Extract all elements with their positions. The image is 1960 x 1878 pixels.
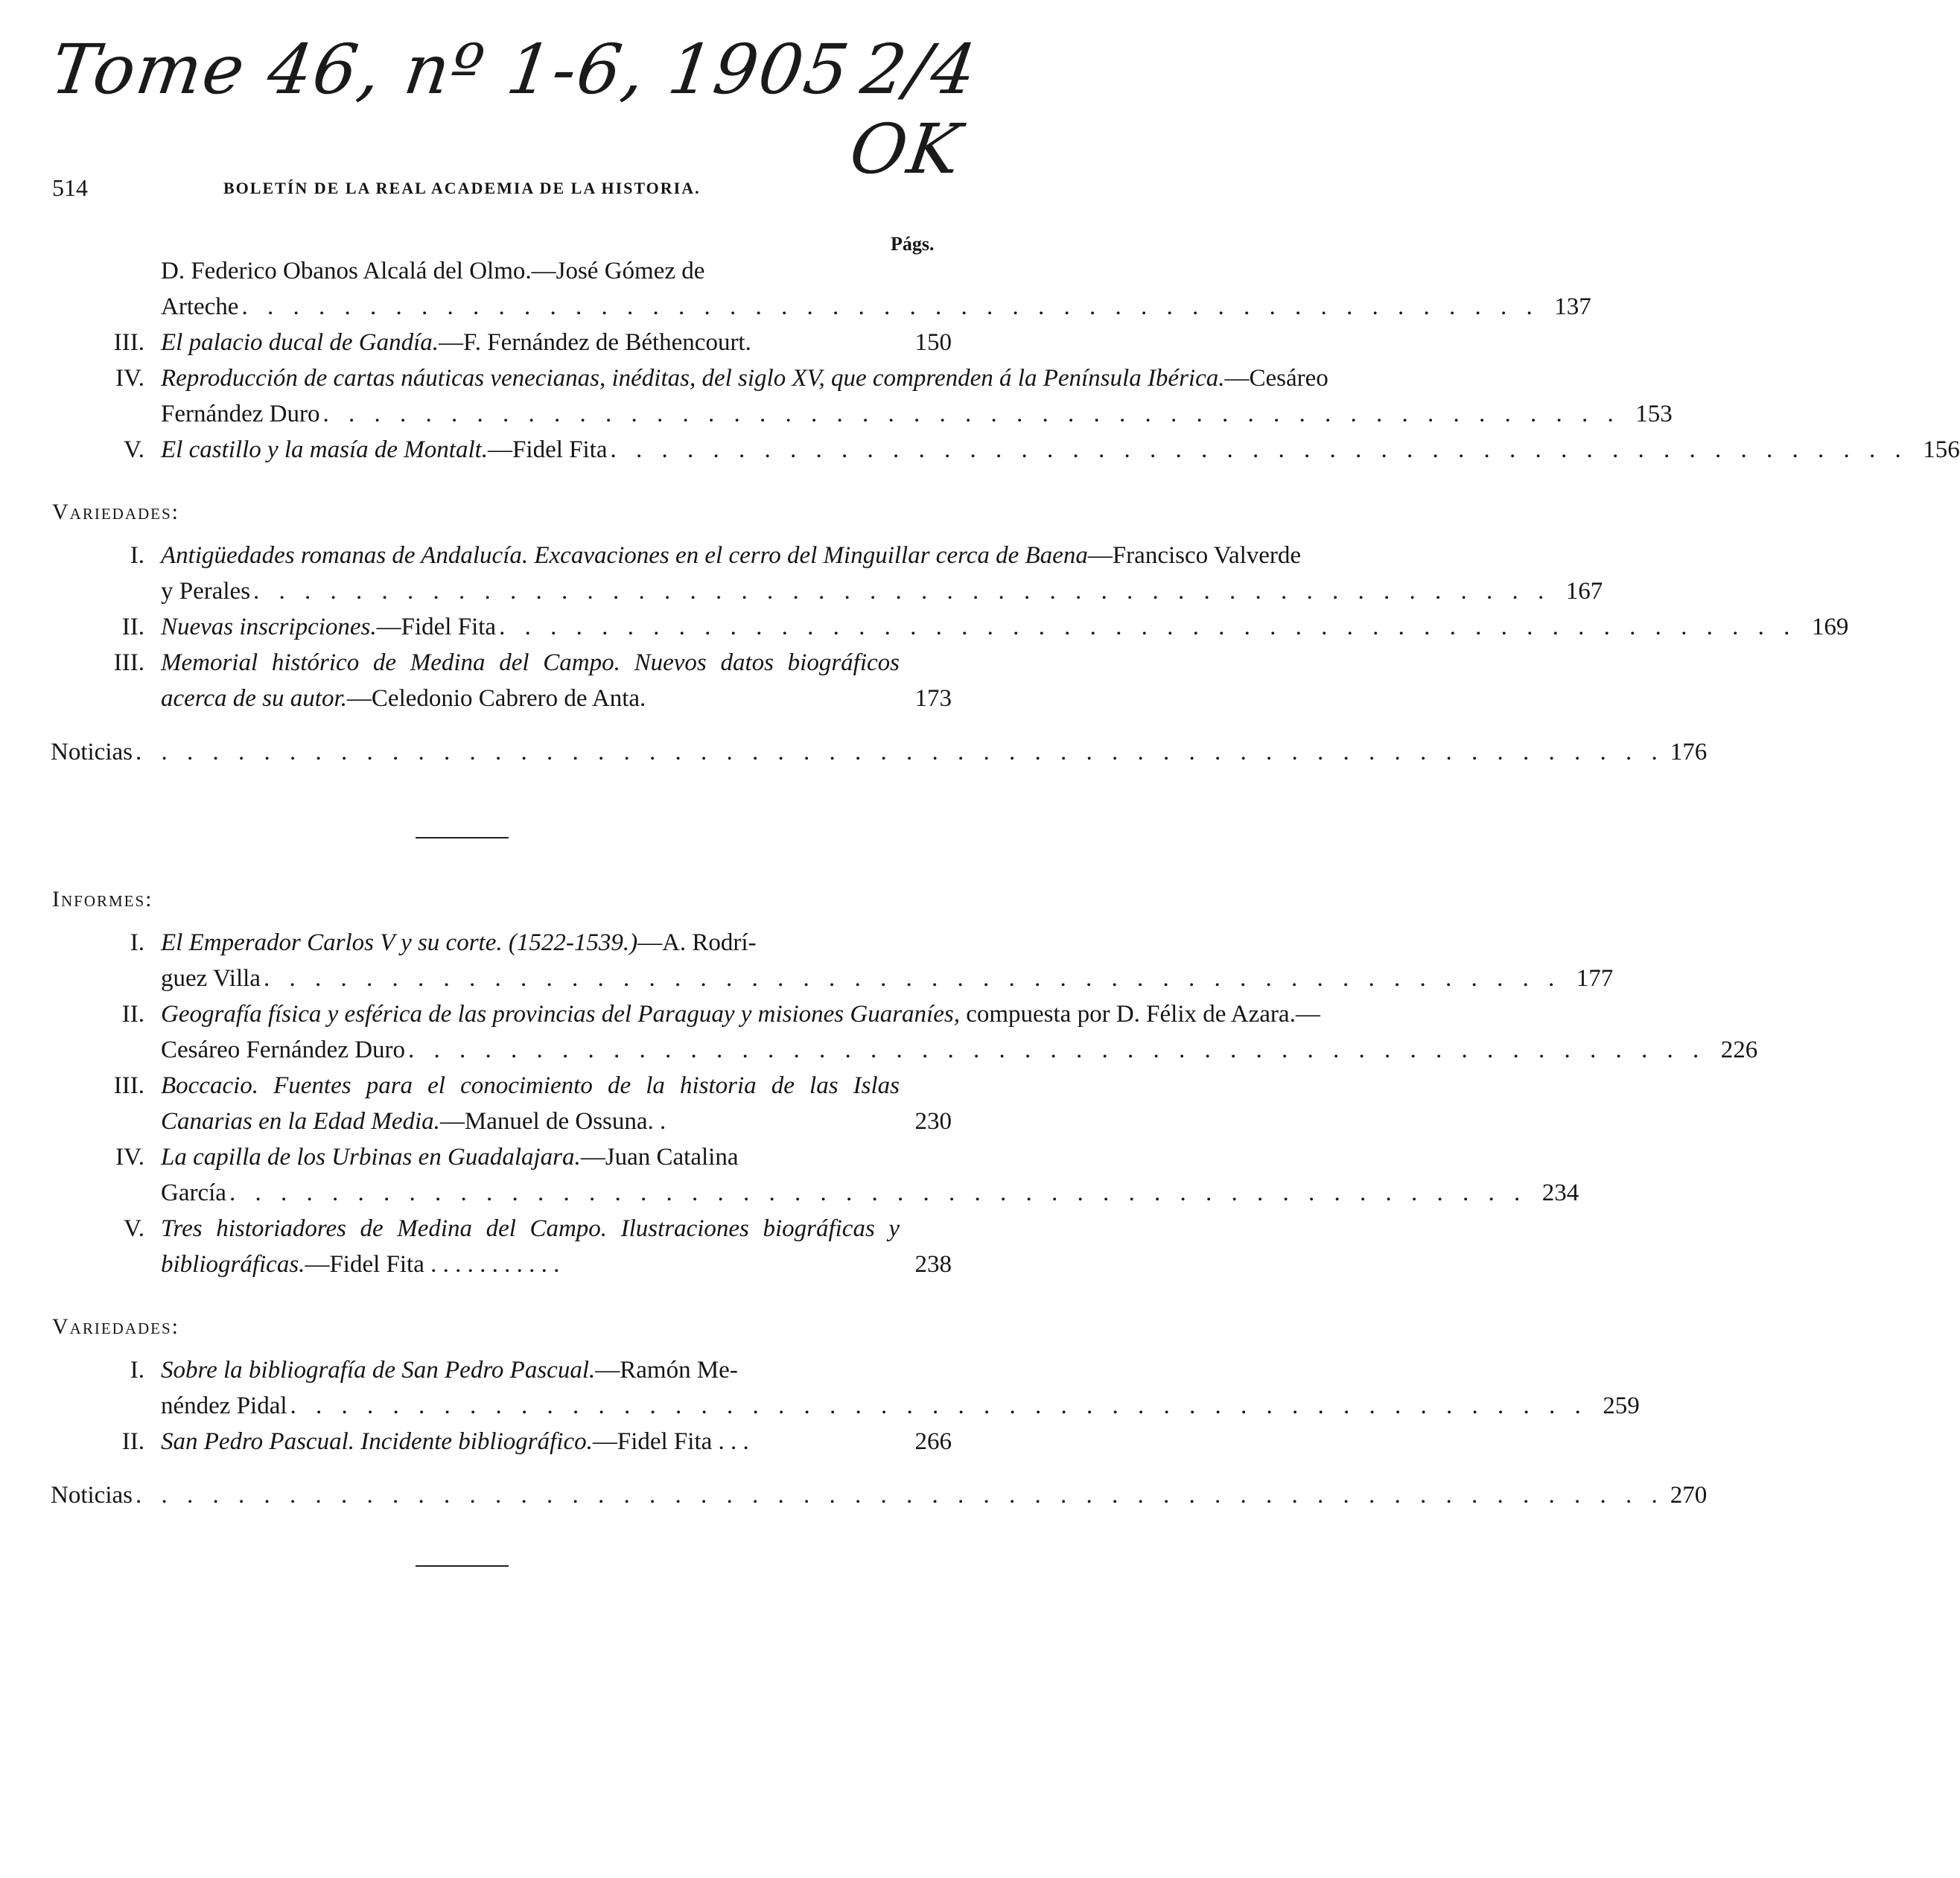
section-heading: Informes:	[52, 887, 153, 911]
entry-text: D. Federico Obanos Alcalá del Olmo.—José Gómez de	[161, 258, 705, 284]
entry-number: V.	[124, 1215, 144, 1242]
entry-author: —A. Rodrí-	[637, 929, 757, 956]
entry-author: —Manuel de Ossuna. .	[439, 1108, 666, 1135]
handwritten-volume-note: Tome 46, nº 1-6, 1905	[46, 30, 856, 109]
entry-title: Nuevas inscripciones.	[161, 614, 377, 640]
noticias-entry	[51, 734, 1708, 770]
toc-block-1	[51, 253, 1960, 468]
dot-leader: . . . . . . . . . . . . . . . . . . . . . . . . . . . . . . . . . . . . . . . . . . . . . . . . . . .	[499, 614, 1797, 640]
entry-page: 234	[1541, 1180, 1579, 1206]
entry-title: El Emperador Carlos V y su corte. (1522-1539.)	[161, 929, 638, 956]
dot-leader: . . . . . . . . . . . . . . . . . . . . . . . . . . . . . . . . . . . . . . . . . . . . . . . . . . .	[229, 1180, 1527, 1206]
entry-author: —Francisco Valverde	[1087, 542, 1302, 569]
entry-lead: —Fidel Fita	[488, 436, 608, 463]
dot-leader: . . . . . . . . . . . . . . . . . . . . . . . . . . . . . . . . . . . . . . . . . . . . . . . . . . .	[253, 578, 1551, 605]
toc-entry	[51, 360, 1673, 432]
toc-entry	[51, 1139, 1579, 1211]
entry-page: 270	[1670, 1482, 1708, 1509]
entry-title: Memorial histórico de Medina del Campo. Nuevos datos biográficos acerca de su autor.	[161, 649, 900, 712]
entry-page: 177	[1576, 965, 1614, 992]
entry-page: 150	[914, 329, 952, 356]
entry-author: —F. Fernández de Béthencourt.	[439, 329, 751, 356]
section-heading: Variedades:	[52, 1314, 179, 1339]
entry-page: 230	[914, 1108, 952, 1135]
entry-lead: Cesáreo Fernández Duro	[161, 1037, 406, 1063]
section-heading: Variedades:	[52, 500, 179, 524]
noticias-label: Noticias	[51, 739, 133, 765]
entry-number: I.	[130, 542, 144, 569]
entry-title: El castillo y la masía de Montalt.	[161, 436, 489, 463]
entry-number: III.	[113, 1072, 144, 1099]
entry-lead: —Fidel Fita	[376, 614, 497, 640]
entry-number: II.	[121, 614, 144, 640]
entry-number: II.	[121, 1001, 144, 1028]
dot-leader: . . . . . . . . . . . . . . . . . . . . . . . . . . . . . . . . . . . . . . . . . . . . . . . . . . . . . . . . . . . .	[135, 739, 1664, 765]
pags-label: Págs.	[891, 233, 935, 255]
dot-leader: . . . . . . . . . . . . . . . . . . . . . . . . . . . . . . . . . . . . . . . . . . . . . . . . . . .	[290, 1392, 1588, 1419]
entry-title: Geografía física y esférica de las provincias del Paraguay y misiones Guaraníes,	[161, 1001, 960, 1028]
entry-number: IV.	[115, 365, 144, 392]
toc-entry	[51, 432, 1960, 468]
entry-page: 266	[914, 1428, 952, 1455]
entry-lead: Arteche	[161, 293, 239, 320]
journal-title: BOLETÍN DE LA REAL ACADEMIA DE LA HISTORIA.	[223, 179, 701, 197]
entry-page: 226	[1720, 1037, 1758, 1063]
entry-author: —Fidel Fita . . .	[592, 1428, 749, 1455]
entry-lead: guez Villa	[161, 965, 261, 992]
entry-number: III.	[113, 329, 144, 356]
entry-number: V.	[124, 436, 144, 463]
entry-page: 137	[1554, 293, 1591, 320]
section-divider	[416, 1565, 509, 1567]
entry-page: 173	[914, 685, 952, 712]
entry-page: 153	[1635, 401, 1673, 427]
noticias-label: Noticias	[51, 1482, 133, 1509]
toc-entry	[51, 538, 1603, 609]
dot-leader: . . . . . . . . . . . . . . . . . . . . . . . . . . . . . . . . . . . . . . . . . . . . . . . . . . . . . . . . . . . .	[135, 1482, 1664, 1509]
entry-page: 169	[1811, 614, 1849, 640]
noticias-entry	[51, 1477, 1708, 1513]
toc-entry	[51, 1068, 952, 1139]
entry-page: 167	[1565, 578, 1603, 605]
toc-entry	[51, 996, 1758, 1068]
entry-title: San Pedro Pascual. Incidente bibliográfico.	[161, 1428, 593, 1455]
toc-entry	[51, 325, 952, 360]
entry-lead: Fernández Duro	[161, 401, 320, 427]
entry-lead: García	[161, 1180, 226, 1206]
entry-page: 156	[1923, 436, 1960, 463]
entry-number: IV.	[115, 1144, 144, 1171]
dot-leader: . . . . . . . . . . . . . . . . . . . . . . . . . . . . . . . . . . . . . . . . . . . . . . . . . . .	[263, 965, 1562, 992]
table-of-contents	[51, 253, 1960, 1567]
entry-title: Reproducción de cartas náuticas venecianas, inéditas, del siglo XV, que comprenden á la Península Ibérica.	[161, 365, 1225, 392]
entry-number: II.	[121, 1428, 144, 1455]
toc-entry	[51, 253, 1591, 325]
entry-title: Sobre la bibliografía de San Pedro Pascual.	[161, 1357, 596, 1384]
entry-page: 259	[1603, 1392, 1640, 1419]
toc-entry	[51, 1211, 952, 1282]
entry-page: 176	[1670, 739, 1708, 765]
entry-page: 238	[914, 1251, 952, 1278]
dot-leader: . . . . . . . . . . . . . . . . . . . . . . . . . . . . . . . . . . . . . . . . . . . . . . . . . . .	[322, 401, 1620, 427]
toc-entry	[51, 925, 1614, 996]
handwritten-ok-note: 2/4 OK	[844, 30, 983, 189]
entry-number: I.	[130, 1357, 144, 1384]
toc-entry	[51, 645, 952, 716]
running-head	[52, 174, 949, 204]
toc-entry	[51, 609, 1849, 645]
entry-lead: y Perales	[161, 578, 251, 605]
toc-entry	[51, 1352, 1640, 1424]
dot-leader: . . . . . . . . . . . . . . . . . . . . . . . . . . . . . . . . . . . . . . . . . . . . . . . . . . .	[408, 1037, 1706, 1063]
entry-title: Antigüedades romanas de Andalucía. Excavaciones en el cerro del Minguillar cerca de Baena	[161, 542, 1088, 569]
entry-number: I.	[130, 929, 144, 956]
entry-author: —Juan Catalina	[580, 1144, 739, 1171]
entry-author: —Cesáreo	[1224, 365, 1329, 392]
dot-leader: . . . . . . . . . . . . . . . . . . . . . . . . . . . . . . . . . . . . . . . . . . . . . . . . . . .	[241, 293, 1539, 320]
dot-leader: . . . . . . . . . . . . . . . . . . . . . . . . . . . . . . . . . . . . . . . . . . . . . . . . . . .	[610, 436, 1908, 463]
entry-lead: néndez Pidal	[161, 1392, 287, 1419]
entry-author: —Celedonio Cabrero de Anta.	[346, 685, 646, 712]
entry-title: El palacio ducal de Gandía.	[161, 329, 439, 356]
entry-number: III.	[113, 649, 144, 676]
entry-author: compuesta por D. Félix de Azara.—	[959, 1001, 1320, 1028]
entry-title: La capilla de los Urbinas en Guadalajara.	[161, 1144, 581, 1171]
entry-title: Boccacio. Fuentes para el conocimiento de la historia de las Islas Canarias en la Edad Media.	[161, 1072, 900, 1135]
entry-author: —Ramón Me-	[595, 1357, 738, 1384]
dot-leader: . . . . . . . . . . .	[424, 1251, 560, 1278]
entry-lead: —Fidel Fita	[305, 1251, 424, 1278]
toc-entry	[51, 1424, 952, 1460]
section-divider	[416, 837, 509, 838]
page-number: 514	[52, 174, 88, 201]
entry-title: Tres historiadores de Medina del Campo. Ilustraciones biográficas y bibliográficas.	[161, 1215, 900, 1278]
